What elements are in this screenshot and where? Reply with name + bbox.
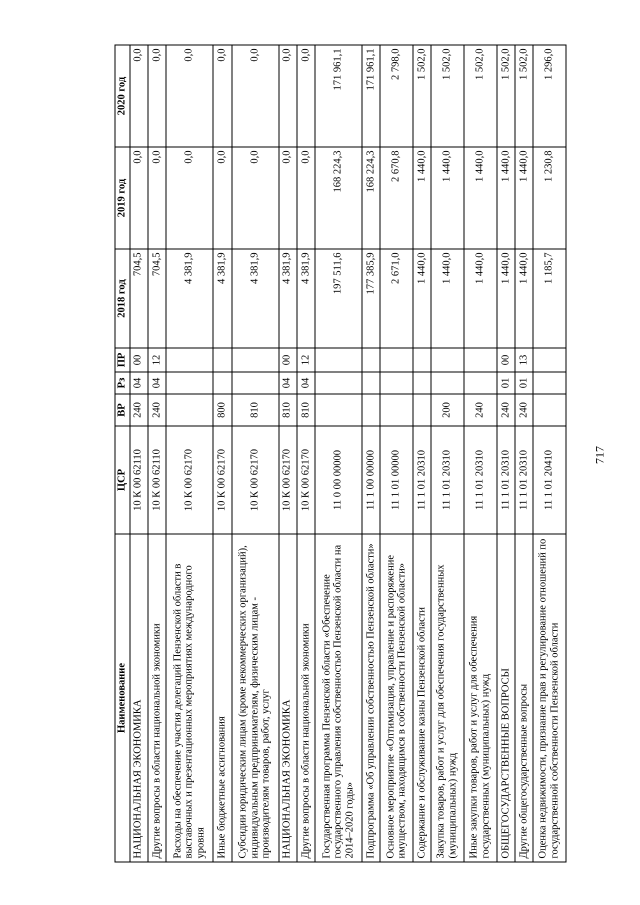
cell-rz	[166, 372, 213, 394]
cell-csr: 11 1 01 20310	[464, 426, 497, 534]
table-row	[514, 45, 532, 862]
cell-name: Подпрограмма «Об управлении собственностью Пензенской области»	[362, 534, 380, 862]
table-row	[129, 45, 147, 862]
cell-name: Другие вопросы в области национальной экономики	[147, 534, 165, 862]
cell-2019: 0,0	[147, 147, 165, 249]
cell-2020: 1 296,0	[533, 45, 566, 147]
cell-2019: 1 440,0	[496, 147, 514, 249]
cell-2020: 0,0	[278, 45, 296, 147]
cell-2020: 0,0	[147, 45, 165, 147]
cell-2018: 1 440,0	[464, 249, 497, 348]
cell-csr: 11 1 00 00000	[362, 426, 380, 534]
cell-name: ОБЩЕГОСУДАРСТВЕННЫЕ ВОПРОСЫ	[496, 534, 514, 862]
header-rz: Рз	[115, 372, 130, 394]
cell-2018: 704,5	[129, 249, 147, 348]
cell-vr: 240	[147, 394, 165, 426]
cell-vr	[380, 394, 413, 426]
cell-pr: 00	[129, 348, 147, 372]
cell-2018: 4 381,9	[166, 249, 213, 348]
cell-name: Закупка товаров, работ и услуг для обеспечения государственных (муниципальных) нужд	[431, 534, 464, 862]
cell-vr	[315, 394, 362, 426]
cell-rz	[213, 372, 231, 394]
cell-csr: 10 К 00 62110	[129, 426, 147, 534]
cell-2018: 4 381,9	[296, 249, 314, 348]
cell-2020: 0,0	[129, 45, 147, 147]
table-row	[213, 45, 231, 862]
cell-pr	[231, 348, 278, 372]
cell-2019: 1 440,0	[464, 147, 497, 249]
cell-csr: 10 К 00 62170	[166, 426, 213, 534]
cell-vr: 240	[496, 394, 514, 426]
table-row	[147, 45, 165, 862]
cell-rz: 01	[496, 372, 514, 394]
table-row	[380, 45, 413, 862]
cell-rz	[431, 372, 464, 394]
page-number: 717	[592, 446, 607, 464]
cell-csr: 10 К 00 62170	[278, 426, 296, 534]
cell-vr	[362, 394, 380, 426]
cell-csr: 11 1 01 20310	[431, 426, 464, 534]
cell-rz	[362, 372, 380, 394]
table-row	[496, 45, 514, 862]
header-name: Наименование	[115, 534, 130, 862]
cell-pr	[213, 348, 231, 372]
table-row	[296, 45, 314, 862]
cell-rz: 04	[129, 372, 147, 394]
cell-2019: 1 440,0	[431, 147, 464, 249]
cell-pr	[464, 348, 497, 372]
cell-vr: 200	[431, 394, 464, 426]
cell-2019: 0,0	[166, 147, 213, 249]
cell-2019: 168 224,3	[315, 147, 362, 249]
cell-name: Государственная программа Пензенской области «Обеспечение государственного управления собственностью Пензенской области на 2014–2020 годы»	[315, 534, 362, 862]
cell-pr	[315, 348, 362, 372]
cell-2019: 0,0	[213, 147, 231, 249]
cell-vr: 240	[464, 394, 497, 426]
header-pr: ПР	[115, 348, 130, 372]
cell-2020: 171 961,1	[315, 45, 362, 147]
cell-2020: 0,0	[166, 45, 213, 147]
cell-pr	[533, 348, 566, 372]
header-2018: 2018 год	[115, 249, 130, 348]
cell-csr: 11 1 01 20310	[496, 426, 514, 534]
cell-2020: 1 502,0	[496, 45, 514, 147]
cell-csr: 11 0 00 00000	[315, 426, 362, 534]
cell-2019: 0,0	[296, 147, 314, 249]
cell-pr	[380, 348, 413, 372]
cell-pr: 12	[147, 348, 165, 372]
cell-vr: 810	[231, 394, 278, 426]
cell-2019: 2 670,8	[380, 147, 413, 249]
cell-2019: 0,0	[278, 147, 296, 249]
cell-rz	[413, 372, 431, 394]
cell-pr	[166, 348, 213, 372]
header-2020: 2020 год	[115, 45, 130, 147]
cell-2018: 197 511,6	[315, 249, 362, 348]
cell-csr: 10 К 00 62170	[231, 426, 278, 534]
cell-2020: 0,0	[231, 45, 278, 147]
cell-vr: 240	[129, 394, 147, 426]
cell-name: Субсидии юридическим лицам (кроме некоммерческих организаций), индивидуальным предпринимателям, физическим лицам - производителям товаров, работ, услуг	[231, 534, 278, 862]
cell-rz: 04	[278, 372, 296, 394]
header-vr: ВР	[115, 394, 130, 426]
cell-2019: 0,0	[129, 147, 147, 249]
cell-name: НАЦИОНАЛЬНАЯ ЭКОНОМИКА	[278, 534, 296, 862]
cell-2018: 4 381,9	[278, 249, 296, 348]
cell-2020: 1 502,0	[514, 45, 532, 147]
cell-pr: 00	[496, 348, 514, 372]
cell-vr	[413, 394, 431, 426]
cell-pr	[413, 348, 431, 372]
cell-2018: 1 440,0	[413, 249, 431, 348]
cell-pr	[362, 348, 380, 372]
table-row	[413, 45, 431, 862]
cell-2019: 0,0	[231, 147, 278, 249]
cell-2020: 171 961,1	[362, 45, 380, 147]
cell-2020: 2 798,0	[380, 45, 413, 147]
cell-csr: 10 К 00 62170	[296, 426, 314, 534]
cell-2018: 1 440,0	[431, 249, 464, 348]
table-row	[431, 45, 464, 862]
cell-2020: 1 502,0	[413, 45, 431, 147]
table-row	[464, 45, 497, 862]
cell-vr: 240	[514, 394, 532, 426]
header-2019: 2019 год	[115, 147, 130, 249]
cell-name: Оценка недвижимости, признание прав и регулирование отношений по государственной собственности Пензенской области	[533, 534, 566, 862]
cell-vr	[166, 394, 213, 426]
cell-name: Другие вопросы в области национальной экономики	[296, 534, 314, 862]
cell-2018: 704,5	[147, 249, 165, 348]
cell-rz	[315, 372, 362, 394]
cell-csr: 10 К 00 62110	[147, 426, 165, 534]
cell-2020: 0,0	[213, 45, 231, 147]
cell-csr: 11 1 01 20310	[514, 426, 532, 534]
cell-pr	[431, 348, 464, 372]
cell-2019: 168 224,3	[362, 147, 380, 249]
table-row	[362, 45, 380, 862]
table-header-row	[115, 45, 130, 862]
cell-vr	[533, 394, 566, 426]
cell-2019: 1 230,8	[533, 147, 566, 249]
table-row	[278, 45, 296, 862]
cell-csr: 11 1 01 00000	[380, 426, 413, 534]
cell-csr: 10 К 00 62170	[213, 426, 231, 534]
cell-2018: 177 385,9	[362, 249, 380, 348]
cell-2018: 1 185,7	[533, 249, 566, 348]
table-row	[166, 45, 213, 862]
cell-rz	[464, 372, 497, 394]
cell-rz: 04	[296, 372, 314, 394]
cell-2018: 1 440,0	[514, 249, 532, 348]
cell-name: Основное мероприятие «Оптимизация, управление и распоряжение имуществом, находящимся в собственности Пензенской области»	[380, 534, 413, 862]
cell-name: Другие общегосударственные вопросы	[514, 534, 532, 862]
cell-rz	[231, 372, 278, 394]
cell-2018: 4 381,9	[213, 249, 231, 348]
cell-name: Расходы на обеспечение участия делегаций Пензенской области в выставочных и презентационных мероприятиях международного уровня	[166, 534, 213, 862]
cell-rz: 01	[514, 372, 532, 394]
cell-vr: 800	[213, 394, 231, 426]
budget-table	[114, 45, 566, 863]
cell-name: НАЦИОНАЛЬНАЯ ЭКОНОМИКА	[129, 534, 147, 862]
cell-csr: 11 1 01 20410	[533, 426, 566, 534]
table-row	[315, 45, 362, 862]
cell-2018: 1 440,0	[496, 249, 514, 348]
cell-2019: 1 440,0	[514, 147, 532, 249]
cell-pr: 00	[278, 348, 296, 372]
cell-csr: 11 1 01 20310	[413, 426, 431, 534]
cell-2020: 0,0	[296, 45, 314, 147]
header-csr: ЦСР	[115, 426, 130, 534]
cell-2018: 4 381,9	[231, 249, 278, 348]
cell-2018: 2 671,0	[380, 249, 413, 348]
budget-table-wrapper	[114, 46, 566, 863]
cell-pr: 13	[514, 348, 532, 372]
cell-2020: 1 502,0	[464, 45, 497, 147]
table-body	[129, 45, 565, 862]
cell-2019: 1 440,0	[413, 147, 431, 249]
cell-rz	[380, 372, 413, 394]
cell-name: Содержание и обслуживание казны Пензенской области	[413, 534, 431, 862]
cell-rz	[533, 372, 566, 394]
cell-vr: 810	[296, 394, 314, 426]
cell-vr: 810	[278, 394, 296, 426]
table-row	[231, 45, 278, 862]
table-row	[533, 45, 566, 862]
cell-2020: 1 502,0	[431, 45, 464, 147]
cell-name: Иные бюджетные ассигнования	[213, 534, 231, 862]
cell-pr: 12	[296, 348, 314, 372]
cell-name: Иные закупки товаров, работ и услуг для обеспечения государственных (муниципальных) нужд	[464, 534, 497, 862]
cell-rz: 04	[147, 372, 165, 394]
